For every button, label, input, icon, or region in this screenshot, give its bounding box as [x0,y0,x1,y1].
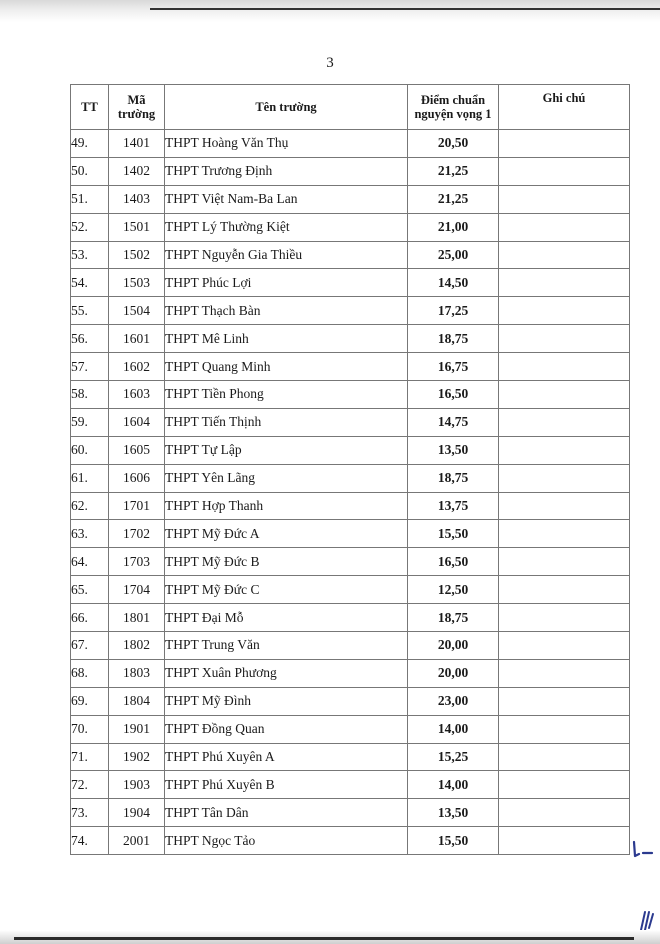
row-number: 60. [71,436,109,464]
school-name: THPT Trương Định [165,157,408,185]
header-school-name: Tên trường [165,85,408,130]
cutoff-score: 23,00 [408,687,499,715]
school-code: 1702 [109,520,165,548]
row-number: 70. [71,715,109,743]
table-row [71,381,630,409]
note-cell [499,213,630,241]
table-row [71,213,630,241]
school-name: THPT Tiến Thịnh [165,408,408,436]
school-name: THPT Lý Thường Kiệt [165,213,408,241]
table-row [71,464,630,492]
row-number: 49. [71,130,109,158]
note-cell [499,241,630,269]
school-code: 1801 [109,604,165,632]
table-row [71,687,630,715]
note-cell [499,520,630,548]
row-number: 51. [71,185,109,213]
note-cell [499,492,630,520]
school-name: THPT Ngọc Tảo [165,827,408,855]
cutoff-score: 20,00 [408,632,499,660]
row-number: 56. [71,325,109,353]
row-number: 58. [71,381,109,409]
table-row [71,325,630,353]
table-row [71,799,630,827]
cutoff-score: 13,75 [408,492,499,520]
table-row [71,771,630,799]
school-name: THPT Tự Lập [165,436,408,464]
row-number: 65. [71,576,109,604]
note-cell [499,687,630,715]
school-code: 1604 [109,408,165,436]
cutoff-score: 16,75 [408,353,499,381]
school-code: 1603 [109,381,165,409]
school-code: 2001 [109,827,165,855]
table-row [71,297,630,325]
table-row [71,659,630,687]
header-cutoff-score-line2: nguyện vọng 1 [414,107,492,121]
school-name: THPT Yên Lãng [165,464,408,492]
cutoff-score: 15,25 [408,743,499,771]
table-row [71,185,630,213]
table-row [71,548,630,576]
table-row [71,157,630,185]
cutoff-score: 21,25 [408,185,499,213]
cutoff-score: 18,75 [408,325,499,353]
note-cell [499,269,630,297]
row-number: 71. [71,743,109,771]
scan-bottom-border-line [14,937,634,940]
note-cell [499,771,630,799]
note-cell [499,659,630,687]
note-cell [499,381,630,409]
row-number: 64. [71,548,109,576]
table-row [71,632,630,660]
school-code: 1704 [109,576,165,604]
school-code: 1605 [109,436,165,464]
scan-top-border-line [150,8,660,10]
row-number: 72. [71,771,109,799]
cutoff-score: 12,50 [408,576,499,604]
note-cell [499,436,630,464]
header-school-code [109,85,165,130]
table-row [71,130,630,158]
school-name: THPT Hợp Thanh [165,492,408,520]
school-code: 1802 [109,632,165,660]
table-row [71,604,630,632]
header-tt: TT [71,85,109,130]
cutoff-score: 20,50 [408,130,499,158]
row-number: 69. [71,687,109,715]
school-code: 1803 [109,659,165,687]
cutoff-score: 14,75 [408,408,499,436]
school-name: THPT Tiền Phong [165,381,408,409]
school-name: THPT Tân Dân [165,799,408,827]
school-code: 1904 [109,799,165,827]
row-number: 55. [71,297,109,325]
school-name: THPT Xuân Phương [165,659,408,687]
school-name: THPT Mê Linh [165,325,408,353]
row-number: 59. [71,408,109,436]
table-row [71,827,630,855]
table-row [71,743,630,771]
school-name: THPT Hoàng Văn Thụ [165,130,408,158]
cutoff-score: 18,75 [408,464,499,492]
row-number: 50. [71,157,109,185]
cutoff-score: 21,25 [408,157,499,185]
cutoff-score: 20,00 [408,659,499,687]
school-code: 1501 [109,213,165,241]
note-cell [499,604,630,632]
school-name: THPT Phú Xuyên A [165,743,408,771]
note-cell [499,576,630,604]
school-name: THPT Nguyễn Gia Thiều [165,241,408,269]
row-number: 73. [71,799,109,827]
cutoff-score: 14,00 [408,771,499,799]
school-name: THPT Phú Xuyên B [165,771,408,799]
header-cutoff-score [408,85,499,130]
row-number: 68. [71,659,109,687]
scan-top-edge [0,0,660,22]
table-row [71,715,630,743]
cutoff-score: 13,50 [408,436,499,464]
row-number: 61. [71,464,109,492]
cutoff-score: 15,50 [408,520,499,548]
page-number: 3 [326,55,334,71]
cutoff-score: 25,00 [408,241,499,269]
school-name: THPT Việt Nam-Ba Lan [165,185,408,213]
cutoff-score: 18,75 [408,604,499,632]
school-code: 1402 [109,157,165,185]
cutoff-score: 16,50 [408,381,499,409]
note-cell [499,715,630,743]
note-cell [499,799,630,827]
school-name: THPT Mỹ Đình [165,687,408,715]
row-number: 66. [71,604,109,632]
note-cell [499,157,630,185]
note-cell [499,353,630,381]
cutoff-score: 15,50 [408,827,499,855]
table-header-row [71,85,630,130]
note-cell [499,464,630,492]
school-code: 1403 [109,185,165,213]
school-code: 1701 [109,492,165,520]
table-row [71,353,630,381]
school-code: 1606 [109,464,165,492]
cutoff-score: 16,50 [408,548,499,576]
school-code: 1504 [109,297,165,325]
note-cell [499,130,630,158]
note-cell [499,548,630,576]
table-row [71,576,630,604]
table-row [71,436,630,464]
row-number: 52. [71,213,109,241]
row-number: 54. [71,269,109,297]
school-name: THPT Thạch Bàn [165,297,408,325]
table-row [71,269,630,297]
note-cell [499,408,630,436]
row-number: 62. [71,492,109,520]
school-name: THPT Phúc Lợi [165,269,408,297]
note-cell [499,325,630,353]
initial-mark-icon [630,838,658,862]
note-cell [499,827,630,855]
header-school-code-line2: trường [117,107,156,121]
row-number: 74. [71,827,109,855]
note-cell [499,297,630,325]
school-code: 1901 [109,715,165,743]
school-code: 1601 [109,325,165,353]
cutoff-score: 14,50 [408,269,499,297]
table-row [71,492,630,520]
note-cell [499,743,630,771]
cutoff-score: 13,50 [408,799,499,827]
school-name: THPT Quang Minh [165,353,408,381]
note-cell [499,632,630,660]
school-code: 1502 [109,241,165,269]
row-number: 67. [71,632,109,660]
school-code: 1804 [109,687,165,715]
table-row [71,241,630,269]
table-row [71,408,630,436]
school-name: THPT Đại Mỗ [165,604,408,632]
admission-score-table [70,84,630,855]
school-name: THPT Mỹ Đức C [165,576,408,604]
table-row [71,520,630,548]
header-note: Ghi chú [499,85,630,130]
row-number: 53. [71,241,109,269]
row-number: 63. [71,520,109,548]
school-name: THPT Đồng Quan [165,715,408,743]
row-number: 57. [71,353,109,381]
school-code: 1401 [109,130,165,158]
header-cutoff-score-line1: Điểm chuẩn [420,93,486,107]
note-cell [499,185,630,213]
school-name: THPT Trung Văn [165,632,408,660]
school-name: THPT Mỹ Đức B [165,548,408,576]
school-code: 1902 [109,743,165,771]
school-name: THPT Mỹ Đức A [165,520,408,548]
cutoff-score: 14,00 [408,715,499,743]
header-school-code-line1: Mã [127,93,146,107]
cutoff-score: 17,25 [408,297,499,325]
school-code: 1602 [109,353,165,381]
cutoff-score: 21,00 [408,213,499,241]
school-code: 1503 [109,269,165,297]
school-code: 1703 [109,548,165,576]
school-code: 1903 [109,771,165,799]
